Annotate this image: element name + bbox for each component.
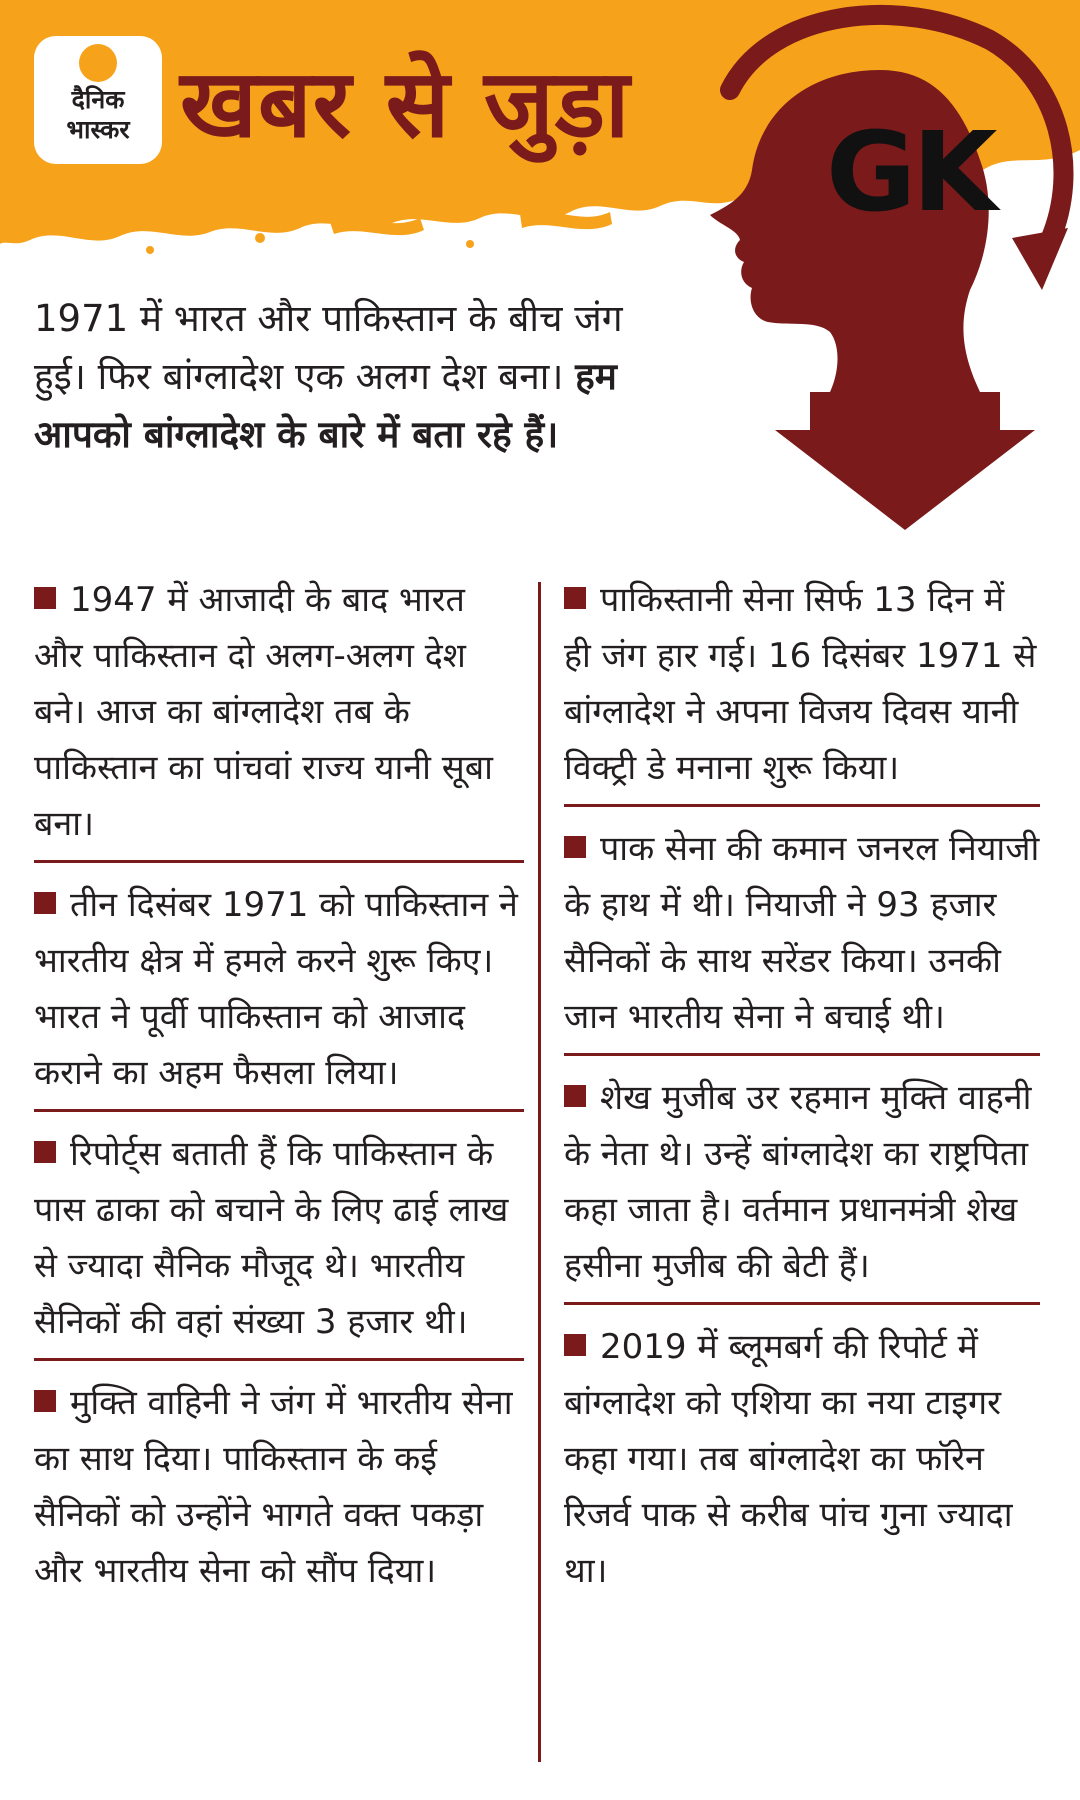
- list-item-text: रिपोर्ट्स बताती हैं कि पाकिस्तान के पास ढाका को बचाने के लिए ढाई लाख से ज्यादा सैनिक मौजूद थे। भारतीय सैनिकों की वहां संख्या 3 हजार थी।: [34, 1134, 509, 1342]
- intro-text: 1971 में भारत और पाकिस्तान के बीच जंग हुई। फिर बांग्लादेश एक अलग देश बना।: [34, 297, 623, 398]
- list-item-text: शेख मुजीब उर रहमान मुक्ति वाहनी के नेता थे। उन्हें बांग्लादेश का राष्ट्रपिता कहा जाता है। वर्तमान प्रधानमंत्री शेख हसीना मुजीब की बेटी हैं।: [564, 1078, 1032, 1286]
- right-column: [564, 572, 1040, 1599]
- column-divider: [538, 582, 541, 1762]
- left-column: [34, 572, 524, 1599]
- list-item: [564, 572, 1040, 796]
- list-item-text: 2019 में ब्लूमबर्ग की रिपोर्ट में बांग्लादेश को एशिया का नया टाइगर कहा गया। तब बांग्लादेश का फॉरेन रिजर्व पाक से करीब पांच गुना ज्यादा था।: [564, 1327, 1013, 1591]
- head-silhouette-arrow-icon: [690, 0, 1080, 540]
- list-item: [34, 877, 524, 1101]
- gk-badge: GK: [826, 108, 994, 236]
- square-bullet-icon: [564, 1085, 586, 1107]
- list-item: [564, 1070, 1040, 1294]
- square-bullet-icon: [564, 1334, 586, 1356]
- row-divider: [564, 804, 1040, 807]
- row-divider: [564, 1053, 1040, 1056]
- list-item: [34, 572, 524, 852]
- list-item: [34, 1375, 524, 1599]
- list-item-text: पाक सेना की कमान जनरल नियाजी के हाथ में थी। नियाजी ने 93 हजार सैनिकों के साथ सरेंडर किया। उनकी जान भारतीय सेना ने बचाई थी।: [564, 829, 1040, 1037]
- list-item: [564, 1319, 1040, 1599]
- square-bullet-icon: [564, 587, 586, 609]
- intro-paragraph: [34, 290, 654, 464]
- square-bullet-icon: [34, 587, 56, 609]
- list-item: [564, 821, 1040, 1045]
- banner-title: खबर से जुड़ा: [180, 50, 631, 159]
- dainik-bhaskar-logo: [34, 36, 162, 164]
- logo-line-2: भास्कर: [66, 115, 130, 144]
- list-item-text: तीन दिसंबर 1971 को पाकिस्तान ने भारतीय क्षेत्र में हमले करने शुरू किए। भारत ने पूर्वी पाकिस्तान को आजाद कराने का अहम फैसला लिया।: [34, 885, 518, 1093]
- square-bullet-icon: [34, 892, 56, 914]
- list-item-text: 1947 में आजादी के बाद भारत और पाकिस्तान दो अलग-अलग देश बने। आज का बांग्लादेश तब के पाकिस्तान का पांचवां राज्य यानी सूबा बना।: [34, 580, 493, 844]
- sun-icon: [79, 44, 117, 82]
- intro-bold-text: हम आपको बांग्लादेश के बारे में बता रहे हैं।: [34, 355, 617, 456]
- list-item-text: पाकिस्तानी सेना सिर्फ 13 दिन में ही जंग हार गई। 16 दिसंबर 1971 से बांग्लादेश ने अपना विजय दिवस यानी विक्ट्री डे मनाना शुरू किया।: [564, 580, 1037, 788]
- row-divider: [34, 1358, 524, 1361]
- square-bullet-icon: [34, 1390, 56, 1412]
- square-bullet-icon: [564, 836, 586, 858]
- square-bullet-icon: [34, 1141, 56, 1163]
- row-divider: [34, 1109, 524, 1112]
- list-item-text: मुक्ति वाहिनी ने जंग में भारतीय सेना का साथ दिया। पाकिस्तान के कई सैनिकों को उन्होंने भागते वक्त पकड़ा और भारतीय सेना को सौंप दिया।: [34, 1383, 513, 1591]
- row-divider: [34, 860, 524, 863]
- list-item: [34, 1126, 524, 1350]
- row-divider: [564, 1302, 1040, 1305]
- logo-line-1: दैनिक: [71, 85, 125, 114]
